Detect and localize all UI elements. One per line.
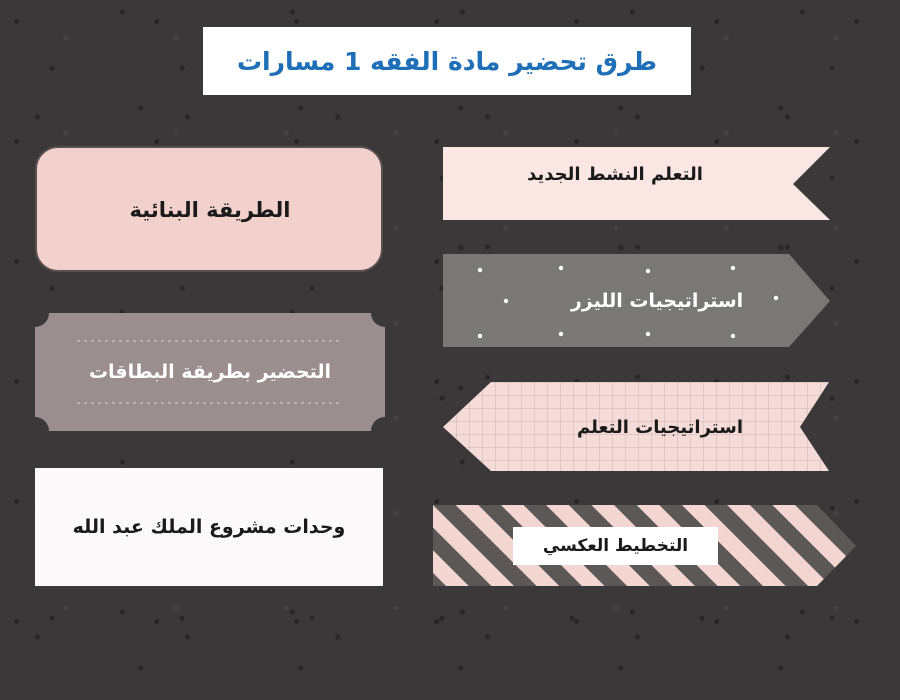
page-title: طرق تحضير مادة الفقه 1 مسارات	[203, 27, 691, 95]
ribbon-laser-strategies-label: استراتيجيات الليزر	[570, 290, 744, 312]
ribbon-learning-strategies-label: استراتيجيات التعلم	[576, 416, 744, 438]
card-structural-method-label: الطريقة البنائية	[129, 198, 291, 222]
card-king-abdullah-units-label: وحدات مشروع الملك عبد الله	[72, 516, 346, 538]
card-cards-method-label: التحضير بطريقة البطاقات	[88, 361, 332, 383]
ribbon-backward-planning-label: التخطيط العكسي	[542, 536, 689, 556]
ribbon-active-learning-label: التعلم النشط الجديد	[527, 163, 703, 185]
